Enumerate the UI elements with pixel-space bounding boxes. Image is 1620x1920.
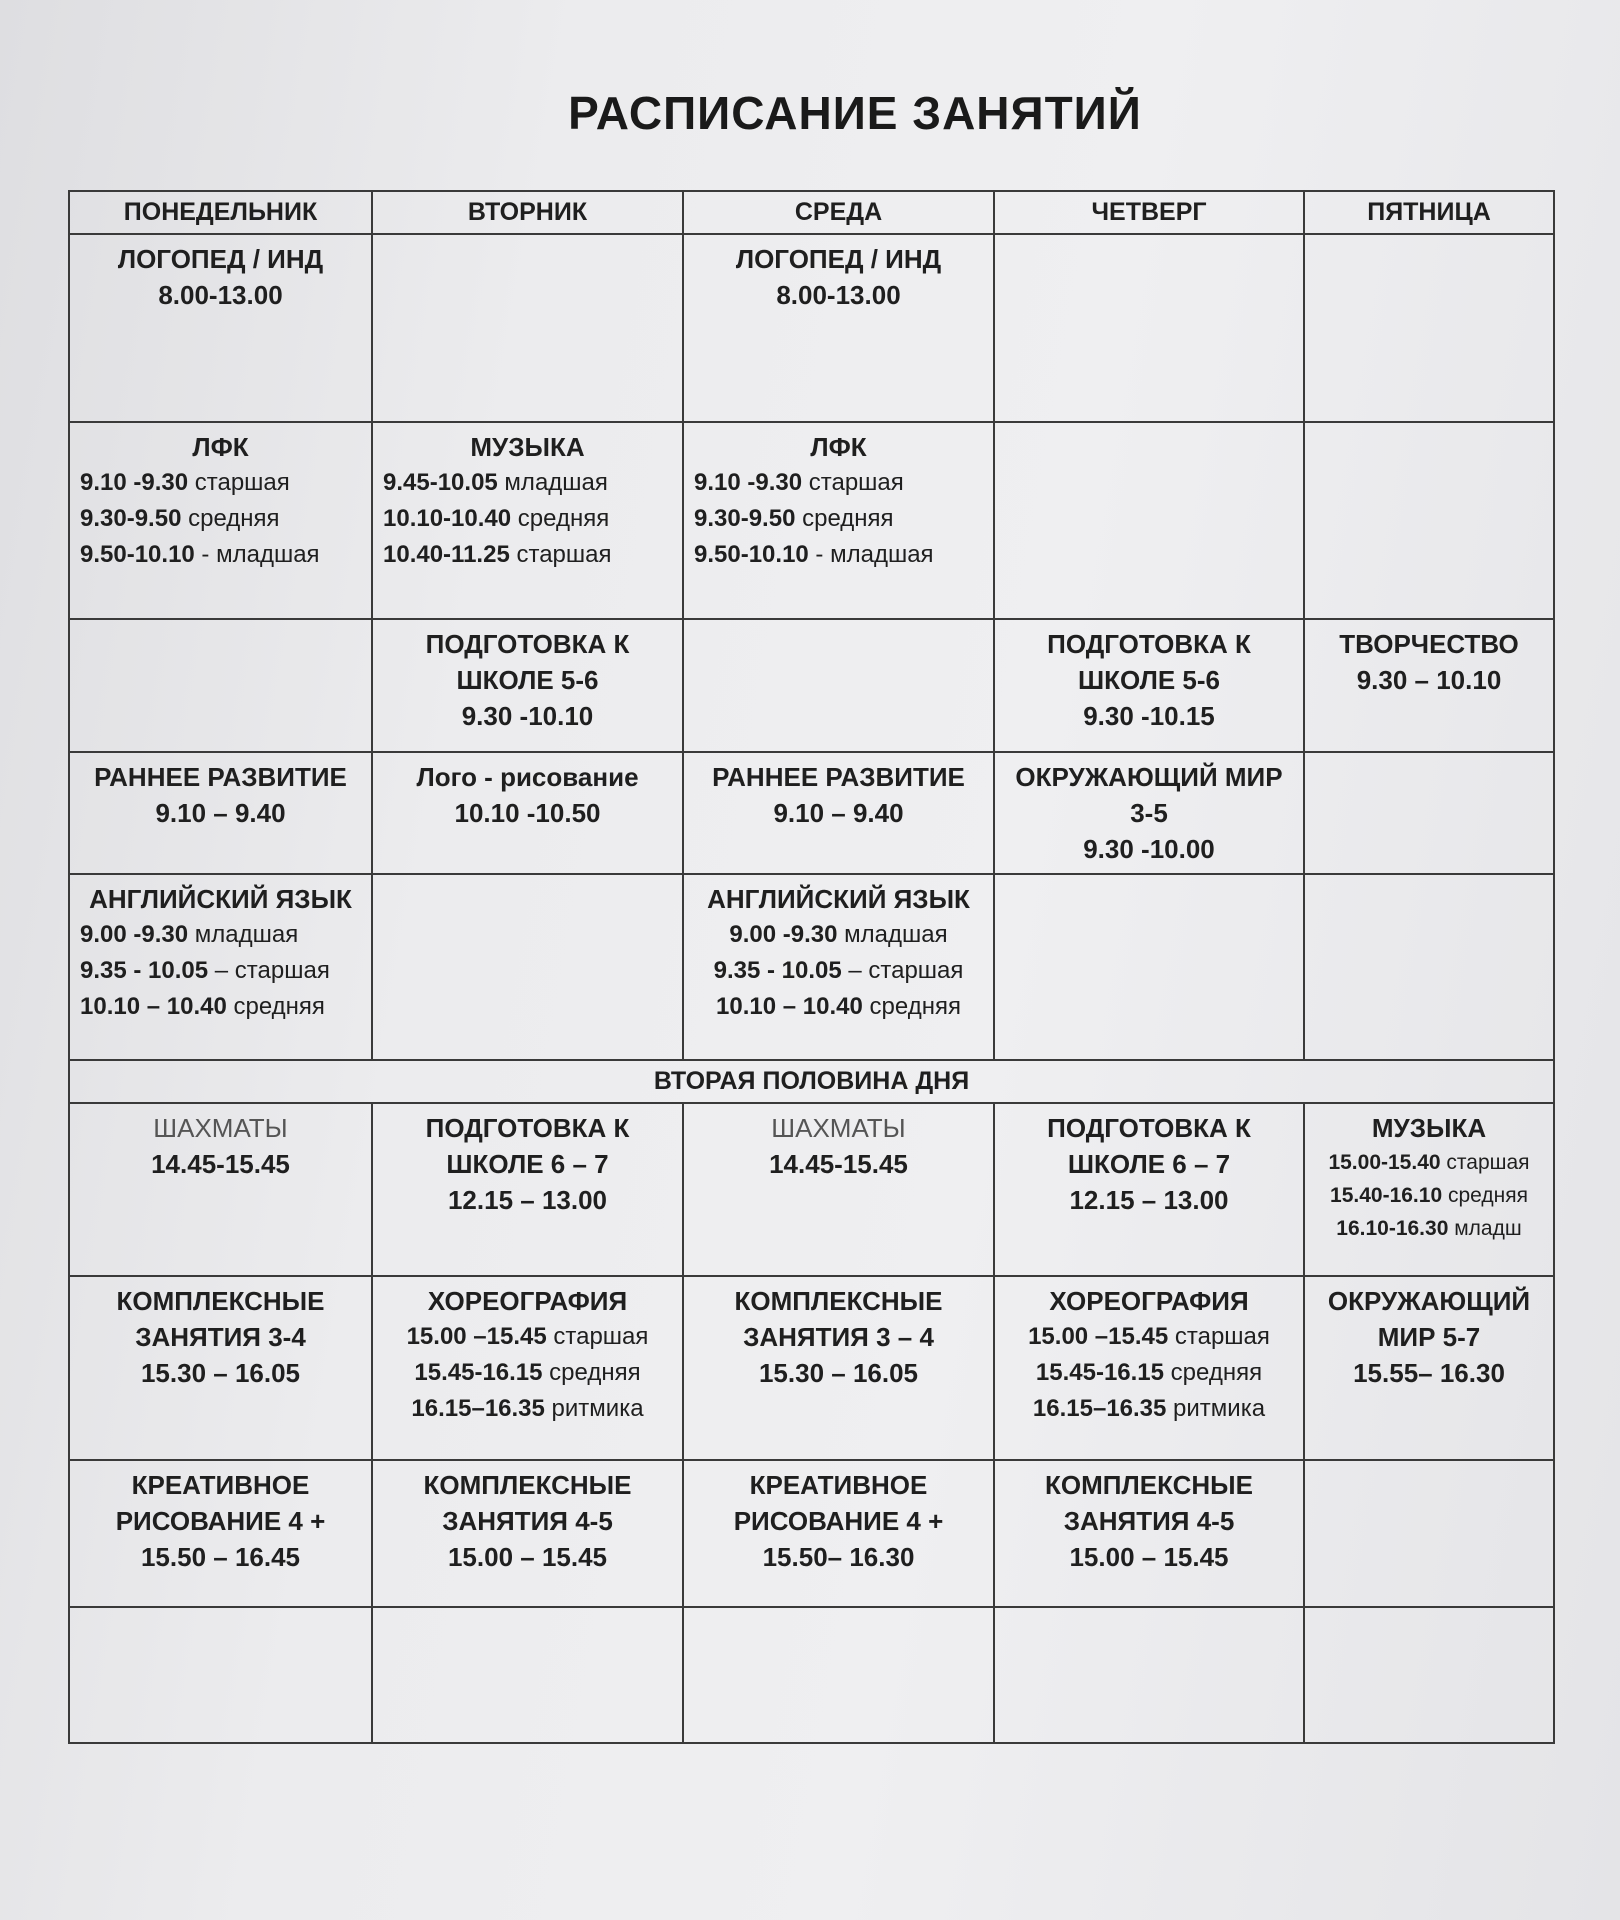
cell-mon-chess: ШАХМАТЫ 14.45-15.45	[69, 1103, 372, 1276]
cell-empty	[1304, 752, 1554, 874]
cell-mon-early-development: РАННЕЕ РАЗВИТИЕ 9.10 – 9.40	[69, 752, 372, 874]
table-row	[69, 1276, 1554, 1460]
cell-empty	[994, 234, 1304, 422]
day-header-thursday: ЧЕТВЕРГ	[994, 191, 1304, 234]
table-row	[69, 874, 1554, 1060]
cell-empty	[372, 234, 683, 422]
cell-mon-creative-drawing: КРЕАТИВНОЕ РИСОВАНИЕ 4 + 15.50 – 16.45	[69, 1460, 372, 1607]
cell-empty	[994, 874, 1304, 1060]
section-second-half: ВТОРАЯ ПОЛОВИНА ДНЯ	[69, 1060, 1554, 1103]
day-header-monday: ПОНЕДЕЛЬНИК	[69, 191, 372, 234]
cell-empty	[1304, 234, 1554, 422]
section-row	[69, 1060, 1554, 1103]
table-row	[69, 422, 1554, 619]
cell-empty	[1304, 1607, 1554, 1743]
cell-thu-complex-classes: КОМПЛЕКСНЫЕ ЗАНЯТИЯ 4-5 15.00 – 15.45	[994, 1460, 1304, 1607]
day-header-tuesday: ВТОРНИК	[372, 191, 683, 234]
cell-fri-creativity: ТВОРЧЕСТВО 9.30 – 10.10	[1304, 619, 1554, 752]
cell-wed-complex-classes: КОМПЛЕКСНЫЕ ЗАНЯТИЯ 3 – 4 15.30 – 16.05	[683, 1276, 994, 1460]
schedule-table	[68, 190, 1555, 1744]
cell-wed-early-development: РАННЕЕ РАЗВИТИЕ 9.10 – 9.40	[683, 752, 994, 874]
cell-fri-world-around: ОКРУЖАЮЩИЙ МИР 5-7 15.55– 16.30	[1304, 1276, 1554, 1460]
cell-mon-lfk: ЛФК 9.10 -9.30 старшая 9.30-9.50 средняя 9.50-10.10 - младшая	[69, 422, 372, 619]
cell-thu-school-prep-late: ПОДГОТОВКА К ШКОЛЕ 6 – 7 12.15 – 13.00	[994, 1103, 1304, 1276]
cell-empty	[372, 874, 683, 1060]
cell-empty	[69, 619, 372, 752]
cell-wed-lfk: ЛФК 9.10 -9.30 старшая 9.30-9.50 средняя 9.50-10.10 - младшая	[683, 422, 994, 619]
cell-tue-music: МУЗЫКА 9.45-10.05 младшая 10.10-10.40 средняя 10.40-11.25 старшая	[372, 422, 683, 619]
cell-thu-school-prep: ПОДГОТОВКА К ШКОЛЕ 5-6 9.30 -10.15	[994, 619, 1304, 752]
cell-wed-speech-therapist: ЛОГОПЕД / ИНД 8.00-13.00	[683, 234, 994, 422]
cell-wed-chess: ШАХМАТЫ 14.45-15.45	[683, 1103, 994, 1276]
page-title: РАСПИСАНИЕ ЗАНЯТИЙ	[568, 87, 1142, 139]
cell-fri-music: МУЗЫКА 15.00-15.40 старшая 15.40-16.10 средняя 16.10-16.30 младш	[1304, 1103, 1554, 1276]
cell-tue-choreography: ХОРЕОГРАФИЯ 15.00 –15.45 старшая 15.45-16.15 средняя 16.15–16.35 ритмика	[372, 1276, 683, 1460]
table-row	[69, 1103, 1554, 1276]
cell-empty	[1304, 422, 1554, 619]
cell-mon-complex-classes: КОМПЛЕКСНЫЕ ЗАНЯТИЯ 3-4 15.30 – 16.05	[69, 1276, 372, 1460]
table-row	[69, 752, 1554, 874]
day-header-friday: ПЯТНИЦА	[1304, 191, 1554, 234]
header-row	[69, 191, 1554, 234]
cell-empty	[994, 1607, 1304, 1743]
cell-wed-creative-drawing: КРЕАТИВНОЕ РИСОВАНИЕ 4 + 15.50– 16.30	[683, 1460, 994, 1607]
day-header-wednesday: СРЕДА	[683, 191, 994, 234]
cell-empty	[683, 619, 994, 752]
cell-tue-logo-drawing: Лого - рисование 10.10 -10.50	[372, 752, 683, 874]
cell-tue-school-prep-late: ПОДГОТОВКА К ШКОЛЕ 6 – 7 12.15 – 13.00	[372, 1103, 683, 1276]
cell-empty	[994, 422, 1304, 619]
table-row	[69, 619, 1554, 752]
cell-empty	[69, 1607, 372, 1743]
table-row	[69, 234, 1554, 422]
cell-empty	[372, 1607, 683, 1743]
cell-mon-speech-therapist: ЛОГОПЕД / ИНД 8.00-13.00	[69, 234, 372, 422]
cell-thu-choreography: ХОРЕОГРАФИЯ 15.00 –15.45 старшая 15.45-16.15 средняя 16.15–16.35 ритмика	[994, 1276, 1304, 1460]
table-row	[69, 1607, 1554, 1743]
cell-wed-english: АНГЛИЙСКИЙ ЯЗЫК 9.00 -9.30 младшая 9.35 - 10.05 – старшая 10.10 – 10.40 средняя	[683, 874, 994, 1060]
cell-empty	[683, 1607, 994, 1743]
cell-thu-world-around: ОКРУЖАЮЩИЙ МИР 3-5 9.30 -10.00	[994, 752, 1304, 874]
cell-empty	[1304, 1460, 1554, 1607]
cell-tue-complex-classes: КОМПЛЕКСНЫЕ ЗАНЯТИЯ 4-5 15.00 – 15.45	[372, 1460, 683, 1607]
cell-mon-english: АНГЛИЙСКИЙ ЯЗЫК 9.00 -9.30 младшая 9.35 - 10.05 – старшая 10.10 – 10.40 средняя	[69, 874, 372, 1060]
table-row	[69, 1460, 1554, 1607]
cell-tue-school-prep: ПОДГОТОВКА К ШКОЛЕ 5-6 9.30 -10.10	[372, 619, 683, 752]
cell-empty	[1304, 874, 1554, 1060]
